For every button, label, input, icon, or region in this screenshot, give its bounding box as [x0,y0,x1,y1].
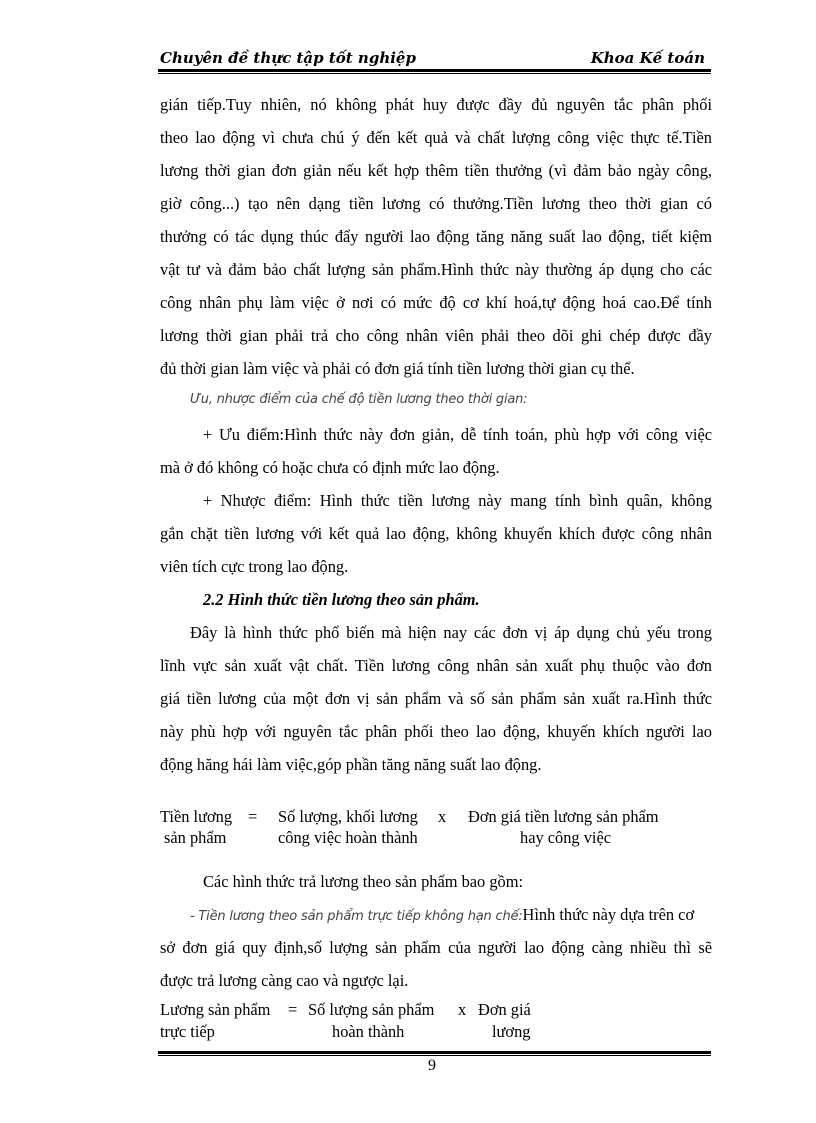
direct-wage-line [190,905,694,925]
formula-term: Đơn giá [478,1000,531,1019]
formula-term: Số lượng sản phẩm [308,1000,435,1019]
formula-term: Số lượng, khối lương [278,807,418,826]
pros-line: + Ưu điểm:Hình thức này đơn giản, dễ tính toán, phù hợp với công việc [203,425,712,444]
page-number: 9 [428,1057,436,1074]
formula-term: công việc hoàn thành [278,828,418,847]
formula-term: trực tiếp [160,1022,215,1041]
text-line: gián tiếp.Tuy nhiên, nó không phát huy được đầy đủ nguyên tắc phân phối [160,95,712,114]
formula-term: Đơn giá tiền lương sản phẩm [468,807,659,826]
text-line: vật tư và đảm bảo chất lượng sản phẩm.Hình thức này thường áp dụng cho các [160,260,712,279]
text-line: Đây là hình thức phổ biến mà hiện nay các đơn vị áp dụng chủ yếu trong [190,623,712,642]
formula-operator: = [288,1000,298,1019]
types-intro: Các hình thức trả lương theo sản phẩm bao gồm: [203,872,524,891]
formula-term: hoàn thành [332,1022,405,1041]
cons-line: + Nhược điểm: Hình thức tiền lương này mang tính bình quân, không [203,491,712,510]
formula-term: Lương sản phẩm [160,1000,271,1019]
header-rule [158,69,711,74]
page-header [158,47,711,69]
text-line: lương thời gian phải trả cho công nhân viên phải theo dõi ghi chép được đầy [160,326,712,345]
direct-wage-label: - Tiền lương theo sản phẩm trực tiếp không hạn chế: [190,909,523,924]
text-line: lương thời gian đơn giản nếu kết hợp thêm tiền thưởng (vì đảm bảo ngày công, [160,161,712,180]
text-line: giờ công...) tạo nên dạng tiền lương có thưởng.Tiền lương theo thời gian có [160,194,712,213]
cons-line: gắn chặt tiền lương với kết quả lao động, không khuyến khích được công nhân [160,524,712,543]
header-title: Chuyên đề thực tập tốt nghiệp [160,49,416,67]
text-line: được trả lương càng cao và ngược lại. [160,971,409,990]
formula-term: sản phẩm [164,828,227,847]
text-line: theo lao động vì chưa chú ý đến kết quả và chất lượng công việc thực tế.Tiền [160,128,712,147]
text-line: giá tiền lương của một đơn vị sản phẩm và số sản phẩm sản xuất ra.Hình thức [160,689,712,708]
text-line: lĩnh vực sản xuất vật chất. Tiền lương công nhân sản xuất phụ thuộc vào đơn [160,656,712,675]
text-line: này phù hợp với nguyên tắc phân phối theo lao động, khuyến khích người lao [160,722,712,741]
footer-rule [158,1051,711,1056]
text-line: sở đơn giá quy định,số lượng sản phẩm của người lao động càng nhiều thì sẽ [160,938,712,957]
cons-line: viên tích cực trong lao động. [160,557,349,576]
text-line: thưởng có tác dụng thúc đẩy người lao động tăng năng suất lao động, tiết kiệm [160,227,712,246]
direct-wage-text: Hình thức này dựa trên cơ [522,905,695,924]
header-department: Khoa Kế toán [590,49,705,67]
formula-operator: = [248,807,258,826]
formula-operator: x [438,807,447,826]
formula-term: hay công việc [520,828,612,847]
text-line: công nhân phụ làm việc ở nơi có mức độ cơ khí hoá,tự động hoá cao.Để tính [160,293,712,312]
formula-operator: x [458,1000,467,1019]
text-line: đủ thời gian làm việc và phải có đơn giá tính tiền lương thời gian cụ thể. [160,359,635,378]
formula-term: lương [492,1022,531,1041]
pros-line: mà ở đó không có hoặc chưa có định mức lao động. [160,458,500,477]
formula-term: Tiền lương [160,807,233,826]
pros-cons-heading: Ưu, nhược điểm của chế độ tiền lương theo thời gian: [190,392,528,407]
text-line: động hăng hái làm việc,góp phần tăng năng suất lao động. [160,755,542,774]
section-title: 2.2 Hình thức tiền lương theo sản phẩm. [203,590,480,609]
